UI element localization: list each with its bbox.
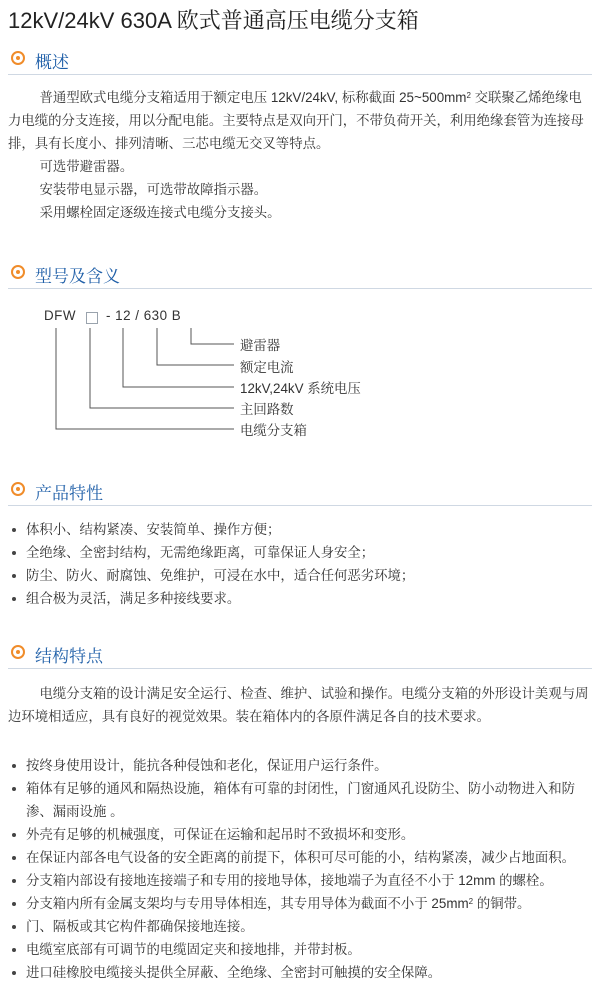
structure-paragraph: 电缆分支箱的设计满足安全运行、检查、维护、试验和操作。电缆分支箱的外形设计美观与周边环境相适应，具有良好的视觉效果。装在箱体内的各原件满足各自的技术要求。 [8,686,589,724]
superscript: 2 [468,897,474,906]
list-item-text: 防尘、防火、耐腐蚀、免维护，可浸在水中，适合任何恶劣环境； [26,568,415,583]
list-item-text: 体积小、结构紧凑、安装简单、操作方便； [26,522,281,537]
bullet-icon [12,833,16,837]
section-header-model [8,262,592,289]
bullet-icon [12,764,16,768]
model-diagram [0,300,600,450]
section-header-overview [8,48,592,75]
model-label: 电缆分支箱 [240,423,307,438]
overview-text [8,86,592,224]
bullet-icon [12,856,16,860]
list-item [10,754,590,777]
overview-paragraph: 可选带避雷器。 [39,159,134,174]
bullet-icon [12,528,16,532]
list-item [10,915,590,938]
section-title: 结构特点 [35,647,103,666]
model-code-prefix: DFW [44,308,76,323]
section-title: 型号及含义 [35,267,120,286]
section-bullet-icon [11,645,25,659]
list-item [10,541,590,564]
model-code-rest: - 12 / 630 B [106,308,182,323]
page-title: 12kV/24kV 630A 欧式普通高压电缆分支箱 [8,8,419,33]
list-item-text: 分支箱内所有金属支架均与专用导体相连，其专用导体为截面不小于 25mm [26,896,469,911]
list-item [10,587,590,610]
list-item-text: 按终身使用设计，能抗各种侵蚀和老化，保证用户运行条件。 [26,758,388,773]
list-item [10,869,590,892]
features-list [10,518,590,610]
section-title: 概述 [35,53,69,72]
section-bullet-icon [11,265,25,279]
list-item-text: 门、隔板或其它构件都确保接地连接。 [26,919,254,934]
superscript: 2 [466,91,471,100]
list-item-text: 全绝缘、全密封结构，无需绝缘距离，可靠保证人身安全； [26,545,375,560]
model-label: 额定电流 [240,360,294,375]
overview-paragraph: 采用螺栓固定逐级连接式电缆分支接头。 [39,205,281,220]
bullet-icon [12,925,16,929]
bullet-icon [12,551,16,555]
structure-list [10,754,590,984]
section-bullet-icon [11,482,25,496]
list-item [10,777,590,823]
overview-text-part: 交联聚乙烯绝缘电力电缆的分支连接，用以分配电能。主要特点是双向开门，不带负荷开关，利用绝缘套管为连接母排，具有长度小、排列清晰、三芯电缆无交叉等特点。 [8,90,584,151]
list-item-text: 箱体有足够的通风和隔热设施，箱体有可靠的封闭性，门窗通风孔设防尘、防小动物进入和防渗、漏雨设施 。 [26,781,576,819]
bullet-icon [12,902,16,906]
list-item-text: 组合极为灵活，满足多种接线要求。 [26,591,241,606]
bullet-icon [12,787,16,791]
structure-intro [8,682,592,728]
list-item [10,846,590,869]
overview-paragraph [8,86,592,155]
bullet-icon [12,597,16,601]
list-item [10,518,590,541]
model-label: 12kV,24kV 系统电压 [240,381,361,396]
list-item-text: 在保证内部各电气设备的安全距离的前提下，体积可尽可能的小，结构紧凑，减少占地面积。 [26,850,576,865]
list-item-text: 外壳有足够的机械强度，可保证在运输和起吊时不致损坏和变形。 [26,827,415,842]
list-item [10,961,590,984]
list-item [10,938,590,961]
section-header-features [8,479,592,506]
overview-paragraph: 安装带电显示器，可选带故障指示器。 [39,182,268,197]
model-label: 主回路数 [240,402,294,417]
bullet-icon [12,971,16,975]
list-item-text: 分支箱内部设有接地连接端子和专用的接地导体，接地端子为直径不小于 12mm 的螺栓。 [26,873,553,888]
bullet-icon [12,574,16,578]
list-item-text: 电缆室底部有可调节的电缆固定夹和接地排，并带封板。 [26,942,361,957]
overview-text-part: 普通型欧式电缆分支箱适用于额定电压 12kV/24kV, 标称截面 25~500mm [39,90,467,105]
list-item [10,823,590,846]
list-item [10,564,590,587]
bullet-icon [12,948,16,952]
bullet-icon [12,879,16,883]
section-header-structure [8,642,592,669]
model-label: 避雷器 [240,338,281,353]
list-item [10,892,590,915]
section-title: 产品特性 [35,484,103,503]
list-item-text: 进口硅橡胶电缆接头提供全屏蔽、全绝缘、全密封可触摸的安全保障。 [26,965,442,980]
list-item-text: 的铜带。 [473,896,531,911]
section-bullet-icon [11,51,25,65]
